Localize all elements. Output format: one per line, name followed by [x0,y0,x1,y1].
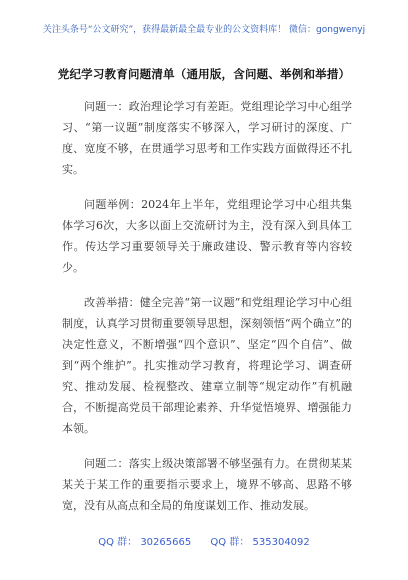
footer-qq-group-2: QQ 群： 535304092 [210,537,310,548]
paragraph-improvement-measures: 改善举措：健全完善“第一议题”和党组理论学习中心组制度，认真学习贯彻重要领导思想，深刻领悟“两个确立”的决定性意义，不断增强“四个意识”、坚定“四个自信”、做到“两个维护”。扎实推动学习教育，将理论学习、调查研究、推动发展、检视整改、建章立制等“规定动作”有机融合，不断提高党员干部理论素养、升华觉悟境界、增强能力本领。 [62,296,352,435]
document-title: 党纪学习教育问题清单（通用版，含问题、举例和举措） [57,67,351,81]
document-body [62,96,352,530]
paragraph-problem-1: 问题一：政治理论学习有差距。党组理论学习中心组学习、“第一议题”制度落实不够深入，学习研讨的深度、广度、宽度不够，在贯通学习思考和工作实践方面做得还不扎实。 [62,100,352,176]
footer-qq-group-1: QQ 群： 30265665 [98,537,192,548]
footer-contact [0,533,408,548]
paragraph-problem-example: 问题举例：2024年上半年，党组理论学习中心组共集体学习6次，大多以面上交流研讨为主，没有深入到具体工作。传达学习重要领导关于廉政建设、警示教育等内容较少。 [62,198,352,274]
header-note: 关注头条号“公文研究”，获得最新最全最专业的公文资料库！ 微信：gongwenyj [42,25,366,35]
paragraph-problem-2: 问题二：落实上级决策部署不够坚强有力。在贯彻某某某关于某工作的重要指示要求上，境界不够高、思路不够宽，没有从高点和全局的角度谋划工作、推动发展。 [62,457,352,512]
